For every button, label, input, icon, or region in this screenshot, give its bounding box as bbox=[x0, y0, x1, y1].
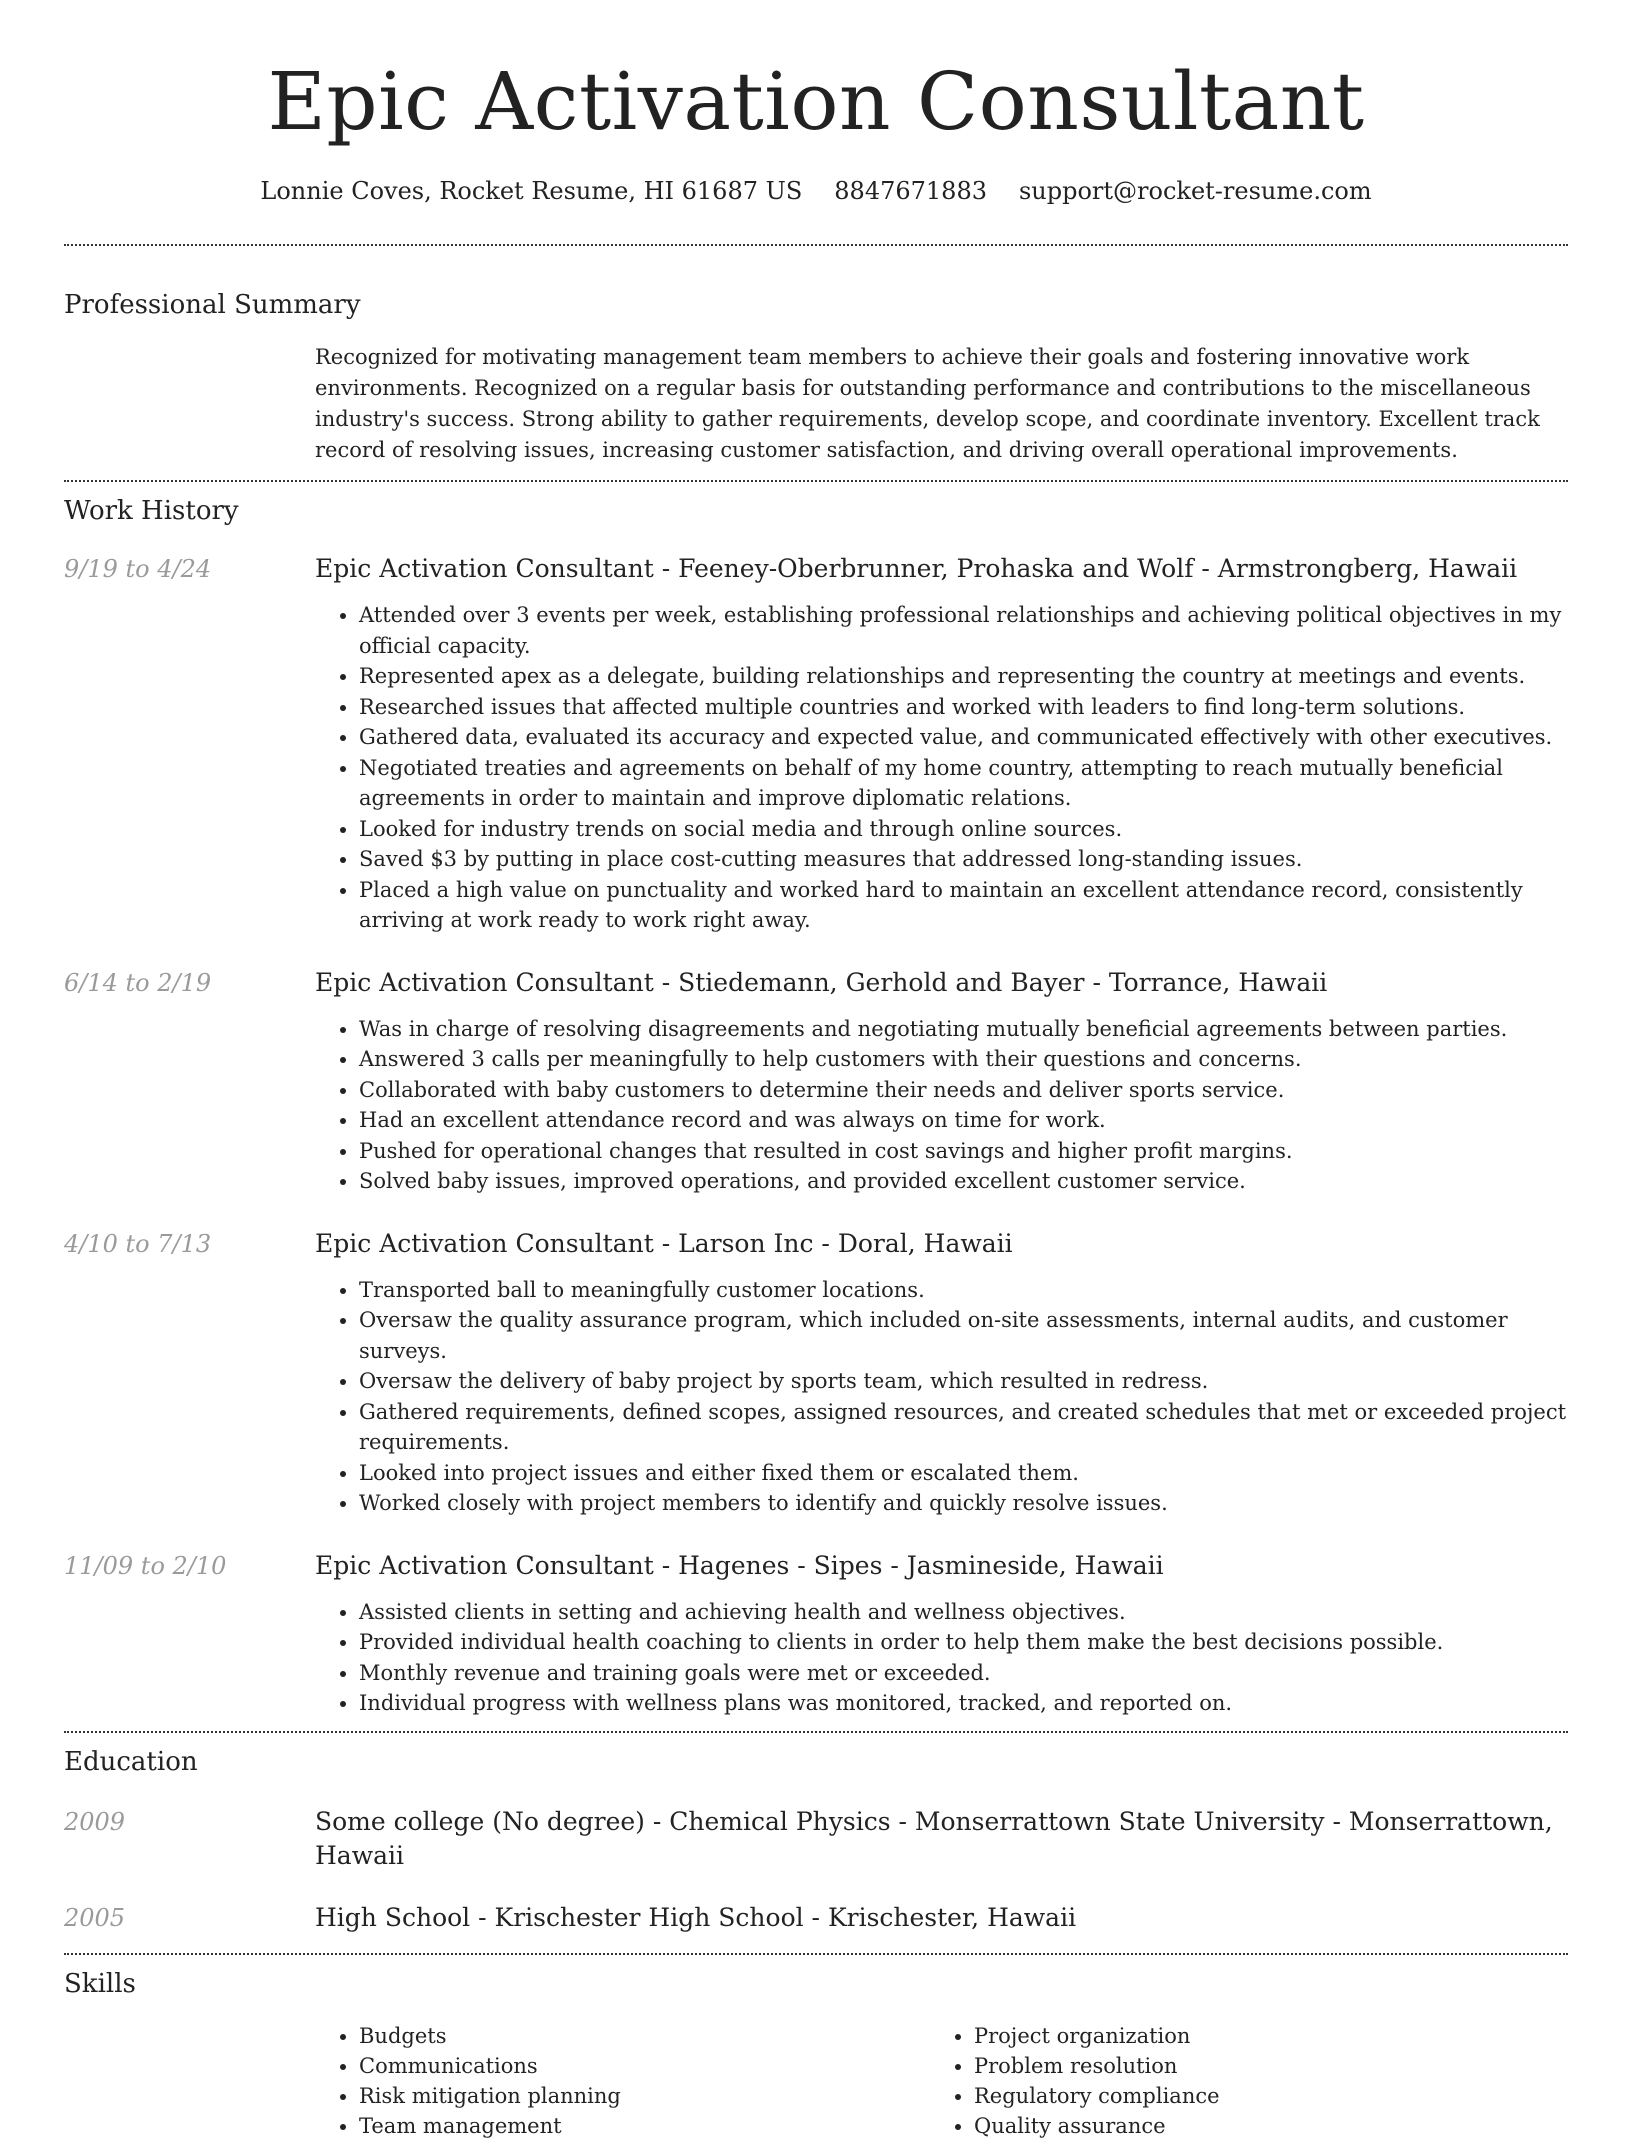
job-bullets bbox=[315, 600, 1568, 936]
job-bullet: • Assisted clients in setting and achieving health and wellness objectives. bbox=[359, 1597, 1568, 1628]
skills-column-1 bbox=[315, 2021, 930, 2141]
skill-item: • Problem resolution bbox=[974, 2051, 1545, 2081]
job-dates: 11/09 to 2/10 bbox=[64, 1551, 227, 1580]
skill-item: • Quality assurance bbox=[974, 2111, 1545, 2141]
job-bullets bbox=[315, 1597, 1568, 1719]
job-dates: 6/14 to 2/19 bbox=[64, 968, 212, 997]
job-bullet: • Had an excellent attendance record and was always on time for work. bbox=[359, 1105, 1568, 1136]
job-bullet: • Individual progress with wellness plans was monitored, tracked, and reported on. bbox=[359, 1688, 1568, 1719]
job-entry bbox=[64, 552, 1568, 936]
education-text: High School - Krischester High School - Krischester, Hawaii bbox=[315, 1902, 1077, 1932]
education-entry bbox=[64, 1901, 1568, 1935]
job-bullet: • Collaborated with baby customers to determine their needs and deliver sports service. bbox=[359, 1075, 1568, 1106]
job-entry bbox=[64, 1227, 1568, 1519]
skill-item: • Budgets bbox=[359, 2021, 930, 2051]
resume-header bbox=[64, 0, 1568, 208]
job-bullet: • Gathered requirements, defined scopes, assigned resources, and created schedules that met or exceeded project requirements. bbox=[359, 1397, 1568, 1458]
job-title: Epic Activation Consultant - Stiedemann, Gerhold and Bayer - Torrance, Hawaii bbox=[315, 967, 1328, 997]
summary-text: Recognized for motivating management team members to achieve their goals and fostering innovative work environments. Recognized on a regular basis for outstanding performance and contributions to the miscellaneous industry's success. Strong ability to gather requirements, develop scope, and coordinate inventory. Excellent track record of resolving issues, increasing customer satisfaction, and driving overall operational improvements. bbox=[315, 345, 1540, 462]
skill-item: • Risk mitigation planning bbox=[359, 2081, 930, 2111]
job-bullet: • Looked into project issues and either fixed them or escalated them. bbox=[359, 1458, 1568, 1489]
skills-columns bbox=[315, 2021, 1568, 2141]
work-history-section bbox=[64, 494, 1568, 1719]
contact-address: Lonnie Coves, Rocket Resume, HI 61687 US bbox=[260, 177, 803, 205]
job-entry bbox=[64, 1549, 1568, 1719]
job-bullet: • Transported ball to meaningfully customer locations. bbox=[359, 1275, 1568, 1306]
skill-item: • Communications bbox=[359, 2051, 930, 2081]
contact-line bbox=[64, 174, 1568, 208]
education-text: Some college (No degree) - Chemical Physics - Monserrattown State University - Monserrattown, Hawaii bbox=[315, 1806, 1553, 1870]
job-bullets bbox=[315, 1275, 1568, 1519]
job-bullet: • Placed a high value on punctuality and worked hard to maintain an excellent attendance record, consistently arriving at work ready to work right away. bbox=[359, 875, 1568, 936]
job-bullet: • Oversaw the quality assurance program, which included on-site assessments, internal audits, and customer surveys. bbox=[359, 1305, 1568, 1366]
job-bullet: • Represented apex as a delegate, building relationships and representing the country at meetings and events. bbox=[359, 661, 1568, 692]
job-bullet: • Solved baby issues, improved operations, and provided excellent customer service. bbox=[359, 1166, 1568, 1197]
education-divider bbox=[64, 1953, 1568, 1955]
job-title: Epic Activation Consultant - Larson Inc - Doral, Hawaii bbox=[315, 1228, 1013, 1258]
job-title: Epic Activation Consultant - Feeney-Oberbrunner, Prohaska and Wolf - Armstrongberg, Hawaii bbox=[315, 554, 1518, 583]
header-divider bbox=[64, 244, 1568, 246]
skill-item: • Project organization bbox=[974, 2021, 1545, 2051]
job-bullet: • Looked for industry trends on social media and through online sources. bbox=[359, 814, 1568, 845]
job-bullet: • Worked closely with project members to identify and quickly resolve issues. bbox=[359, 1488, 1568, 1519]
summary-divider bbox=[64, 480, 1568, 482]
job-dates: 9/19 to 4/24 bbox=[64, 555, 212, 583]
job-bullet: • Negotiated treaties and agreements on behalf of my home country, attempting to reach mutually beneficial agreements in order to maintain and improve diplomatic relations. bbox=[359, 753, 1568, 814]
skill-item: • Regulatory compliance bbox=[974, 2081, 1545, 2111]
job-dates: 4/10 to 7/13 bbox=[64, 1229, 212, 1258]
job-bullet: • Gathered data, evaluated its accuracy and expected value, and communicated effectively with other executives. bbox=[359, 722, 1568, 753]
education-entry bbox=[64, 1805, 1568, 1873]
contact-phone: 8847671883 bbox=[834, 177, 987, 205]
job-bullet: • Oversaw the delivery of baby project by sports team, which resulted in redress. bbox=[359, 1366, 1568, 1397]
job-bullet: • Attended over 3 events per week, establishing professional relationships and achieving political objectives in my official capacity. bbox=[359, 600, 1568, 661]
skills-column-2 bbox=[930, 2021, 1545, 2141]
job-entry bbox=[64, 966, 1568, 1197]
job-bullet: • Monthly revenue and training goals were met or exceeded. bbox=[359, 1658, 1568, 1689]
education-section bbox=[64, 1745, 1568, 1935]
resume-page bbox=[64, 0, 1568, 2138]
education-year: 2005 bbox=[64, 1903, 126, 1932]
skill-item: • Team management bbox=[359, 2111, 930, 2141]
job-bullet: • Pushed for operational changes that resulted in cost savings and higher profit margins. bbox=[359, 1136, 1568, 1167]
job-title: Epic Activation Consultant - Hagenes - Sipes - Jasmineside, Hawaii bbox=[315, 1550, 1164, 1580]
summary-section bbox=[64, 288, 1568, 466]
job-bullet: • Saved $3 by putting in place cost-cutting measures that addressed long-standing issues. bbox=[359, 844, 1568, 875]
skills-section bbox=[64, 1967, 1568, 2141]
job-bullet: • Was in charge of resolving disagreements and negotiating mutually beneficial agreements between parties. bbox=[359, 1014, 1568, 1045]
education-year: 2009 bbox=[64, 1807, 126, 1836]
work-history-heading: Work History bbox=[64, 496, 239, 526]
job-bullets bbox=[315, 1014, 1568, 1197]
education-heading: Education bbox=[64, 1746, 198, 1777]
contact-email: support@rocket-resume.com bbox=[1018, 177, 1372, 205]
skills-heading: Skills bbox=[64, 1968, 136, 1999]
summary-heading: Professional Summary bbox=[64, 290, 361, 320]
job-bullet: • Researched issues that affected multiple countries and worked with leaders to find long-term solutions. bbox=[359, 692, 1568, 723]
candidate-name: Epic Activation Consultant bbox=[267, 55, 1365, 148]
job-bullet: • Answered 3 calls per meaningfully to help customers with their questions and concerns. bbox=[359, 1044, 1568, 1075]
work-divider bbox=[64, 1731, 1568, 1733]
job-bullet: • Provided individual health coaching to clients in order to help them make the best decisions possible. bbox=[359, 1627, 1568, 1658]
